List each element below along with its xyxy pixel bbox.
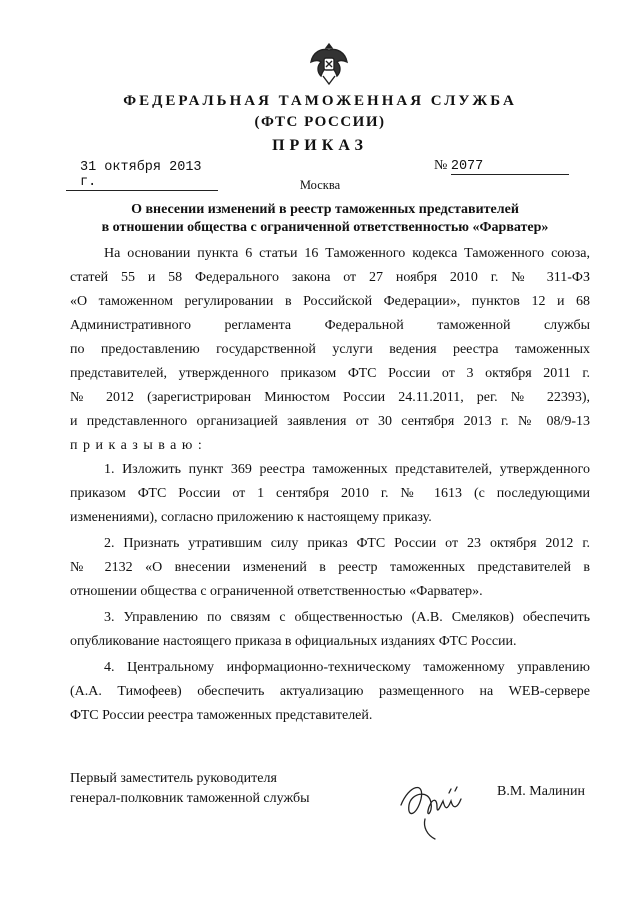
order-word: приказываю: [70,438,208,453]
item-2-line: № 2132 «О внесении изменений в реестр таможенных представителей в [70,560,590,575]
item-3-line: 3. Управлению по связям с общественностью (А.В. Смеляков) обеспечить [104,610,590,625]
preamble-line: На основании пункта 6 статьи 16 Таможенного кодекса Таможенного союза, [104,246,590,261]
city: Москва [299,178,341,192]
subject-line: О внесении изменений в реестр таможенных представителей [131,202,519,217]
number-sign: № [434,158,448,173]
preamble-line: и представленного организацией заявления от 30 сентября 2013 г. № 08/9-13 [70,414,590,429]
signatory-title-line: генерал-полковник таможенной службы [70,791,310,806]
signatory-title-line: Первый заместитель руководителя [70,771,277,786]
item-2-line: 2. Признать утратившим силу приказ ФТС России от 23 октября 2012 г. [104,536,590,551]
item-2-line: отношении общества с ограниченной ответственностью «Фарватер». [70,584,483,599]
signatory-title [70,769,309,809]
agency-name: ФЕДЕРАЛЬНАЯ ТАМОЖЕННАЯ СЛУЖБА [123,93,517,109]
item-1-line: приказом ФТС России от 1 сентября 2010 г. № 1613 (с последующими [70,486,590,501]
preamble-line: по предоставлению государственной услуги ведения реестра таможенных [70,342,590,357]
subject-line: в отношении общества с ограниченной ответственностью «Фарватер» [101,220,549,235]
preamble-line: № 2012 (зарегистрирован Минюстом России 24.11.2011, рег. № 22393), [70,390,590,405]
order-body [70,242,590,728]
agency-abbreviation: (ФТС РОССИИ) [254,114,386,130]
order-subject [60,201,590,237]
coat-of-arms-emblem-icon [307,40,351,86]
item-4-line: 4. Центральному информационно-техническому таможенному управлению [104,660,590,675]
item-4-line: ФТС России реестра таможенных представителей. [70,708,373,723]
order-date: 31 октября 2013 г. [66,160,218,191]
preamble-line: представителей, утвержденного приказом ФТС России от 3 октября 2011 г. [70,366,590,381]
item-1-line: изменениями), согласно приложению к настоящему приказу. [70,510,432,525]
signatory-name: В.М. Малинин [497,784,586,799]
order-number [434,158,584,175]
order-number-value: 2077 [451,159,569,175]
item-3-line: опубликование настоящего приказа в официальных изданиях ФТС России. [70,634,517,649]
item-1-line: 1. Изложить пункт 369 реестра таможенных представителей, утвержденного [104,462,590,477]
preamble-line: «О таможенном регулировании в Российской Федерации», пунктов 12 и 68 [70,294,590,309]
item-4-line: (А.А. Тимофеев) обеспечить актуализацию размещенного на WEB-сервере [70,684,590,699]
document-type: ПРИКАЗ [272,137,368,154]
handwritten-signature [395,775,475,845]
preamble-line: Административного регламента Федеральной таможенной службы [70,318,590,333]
preamble-line: статей 55 и 58 Федерального закона от 27 ноября 2010 г. № 311-ФЗ [70,270,590,285]
